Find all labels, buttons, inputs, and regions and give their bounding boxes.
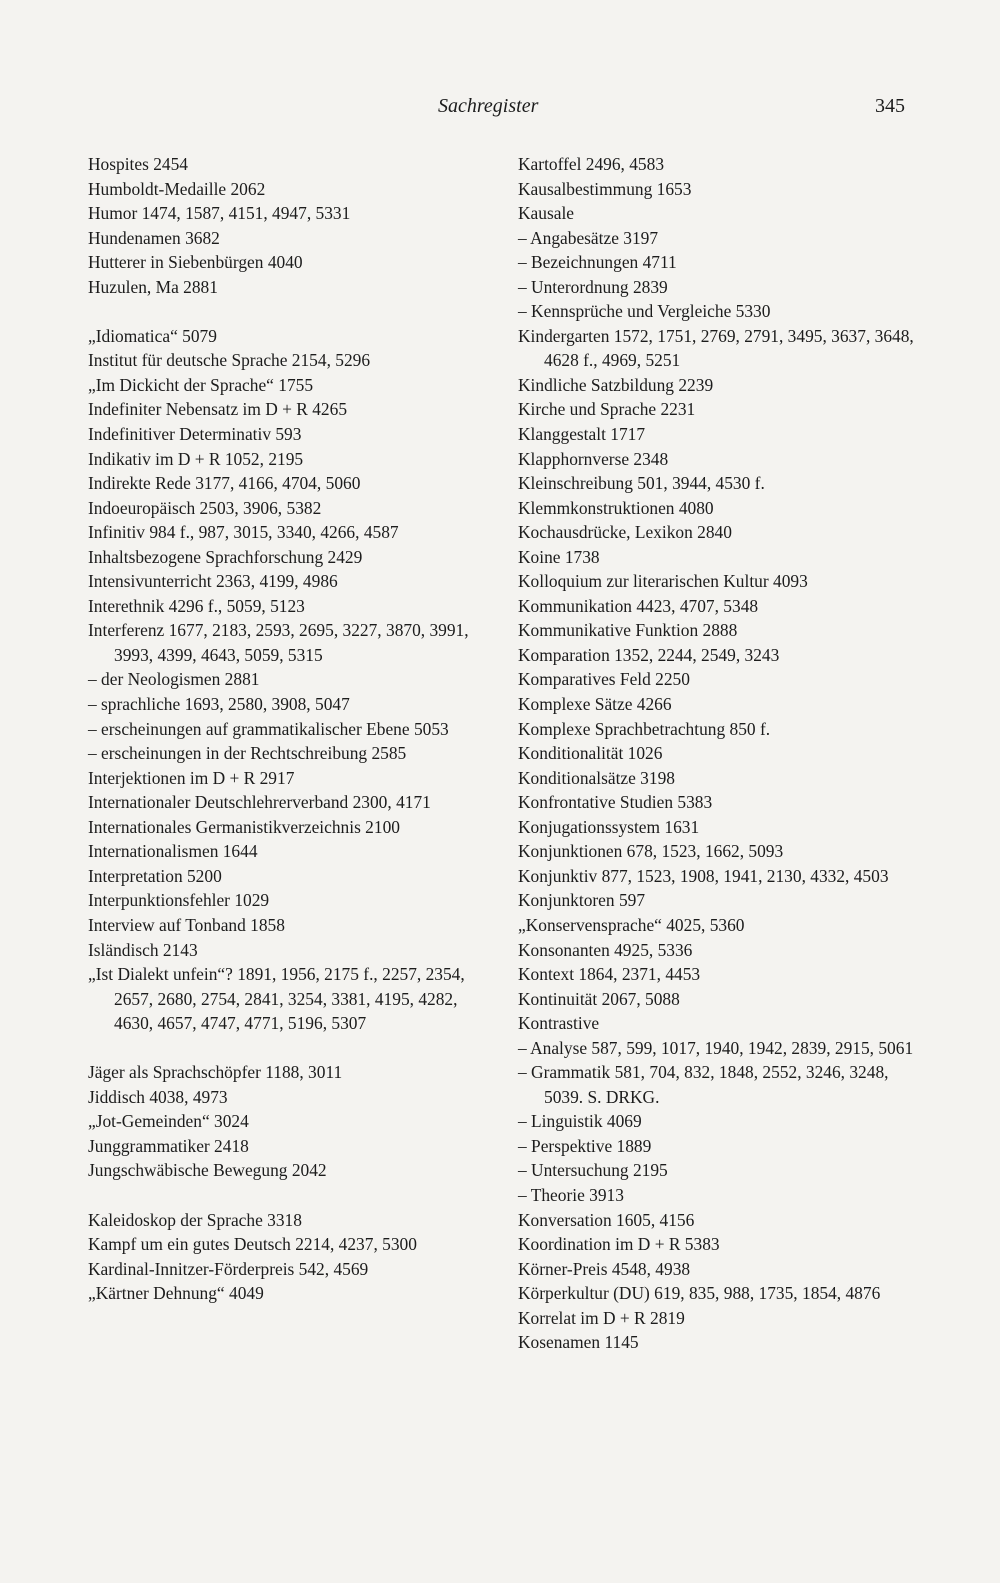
index-entry: Isländisch 2143 [88,939,198,960]
index-entry: Interferenz 1677, 2183, 2593, 2695, 3227, 3870, 3991, 3993, 4399, 4643, 5059, 5315 [88,620,469,665]
index-entry: Jäger als Sprachschöpfer 1188, 3011 [88,1062,343,1083]
index-entry: Inhaltsbezogene Sprachforschung 2429 [88,546,363,567]
index-entry: Jiddisch 4038, 4973 [88,1086,228,1107]
index-entry: „Jot-Gemeinden“ 3024 [88,1111,249,1132]
index-entry: Hospites 2454 [88,154,188,174]
index-subentry: – Linguistik 4069 [518,1111,642,1132]
index-subentry: – Perspektive 1889 [518,1135,652,1156]
index-column-right [518,152,928,1355]
index-entry: Kirche und Sprache 2231 [518,399,696,420]
index-entry: Kausalbestimmung 1653 [518,178,692,199]
index-entry: Kleinschreibung 501, 3944, 4530 f. [518,473,765,494]
index-entry: Interpunktionsfehler 1029 [88,890,270,911]
index-entry: Klemmkonstruktionen 4080 [518,497,714,518]
letter-gap [88,1183,498,1208]
index-entry: Indikativ im D + R 1052, 2195 [88,448,304,469]
index-entry: Humor 1474, 1587, 4151, 4947, 5331 [88,203,351,224]
index-entry: Internationalismen 1644 [88,841,258,862]
index-subentry: – Angabesätze 3197 [518,227,659,248]
index-entry: Intensivunterricht 2363, 4199, 4986 [88,571,338,592]
index-subentry: – erscheinungen auf grammatikalischer Ebene 5053 [88,718,449,739]
index-entry: Kartoffel 2496, 4583 [518,154,665,174]
index-entry: Konjunktionen 678, 1523, 1662, 5093 [518,841,784,862]
index-entry: Komparation 1352, 2244, 2549, 3243 [518,644,780,665]
index-entry: Konversation 1605, 4156 [518,1209,695,1230]
index-entry: Internationaler Deutschlehrerverband 2300, 4171 [88,792,431,813]
index-entry: Kausale [518,203,575,224]
index-subentry: – Analyse 587, 599, 1017, 1940, 1942, 2839, 2915, 5061 [518,1037,914,1058]
index-subentry: – sprachliche 1693, 2580, 3908, 5047 [88,694,350,715]
index-entry: Kontrastive [518,1013,600,1034]
index-entry: Interethnik 4296 f., 5059, 5123 [88,595,305,616]
index-entry: Komplexe Sprachbetrachtung 850 f. [518,718,771,739]
index-entry: Kontext 1864, 2371, 4453 [518,964,701,985]
index-entry: Konjunktoren 597 [518,890,646,911]
index-entry: Klapphornverse 2348 [518,448,669,469]
index-entry: „Idiomatica“ 5079 [88,325,217,346]
index-subentry: – Bezeichnungen 4711 [518,252,677,273]
index-entry: Koordination im D + R 5383 [518,1234,720,1255]
index-entry: Konditionalität 1026 [518,743,663,764]
index-entry: Institut für deutsche Sprache 2154, 5296 [88,350,371,371]
index-entry: Komparatives Feld 2250 [518,669,690,690]
page-number: 345 [875,95,905,117]
index-entry: Interview auf Tonband 1858 [88,914,285,935]
index-entry: Konsonanten 4925, 5336 [518,939,693,960]
index-entry: Indefinitiver Determinativ 593 [88,424,302,445]
index-subentry: – Kennsprüche und Vergleiche 5330 [518,301,771,322]
index-entry: Interjektionen im D + R 2917 [88,767,295,788]
index-entry: Interpretation 5200 [88,865,222,886]
index-entry: Indefiniter Nebensatz im D + R 4265 [88,399,348,420]
index-entry: Konjunktiv 877, 1523, 1908, 1941, 2130, 4332, 4503 [518,865,889,886]
index-entry: Kardinal-Innitzer-Förderpreis 542, 4569 [88,1258,369,1279]
index-subentry: – Untersuchung 2195 [518,1160,668,1181]
index-entry: Kochausdrücke, Lexikon 2840 [518,522,732,543]
index-entry: Körner-Preis 4548, 4938 [518,1258,691,1279]
index-entry: Kontinuität 2067, 5088 [518,988,680,1009]
index-entry: „Konservensprache“ 4025, 5360 [518,914,745,935]
letter-gap [88,1036,498,1061]
index-entry: Kindergarten 1572, 1751, 2769, 2791, 3495, 3637, 3648, 4628 f., 4969, 5251 [518,325,914,371]
index-entry: Kindliche Satzbildung 2239 [518,374,714,395]
index-entry: Kommunikative Funktion 2888 [518,620,738,641]
index-entry: Korrelat im D + R 2819 [518,1307,685,1328]
index-subentry: – Grammatik 581, 704, 832, 1848, 2552, 3246, 3248, 5039. S. DRKG. [518,1062,889,1107]
index-subentry: – erscheinungen in der Rechtschreibung 2585 [88,743,407,764]
index-entry: Kolloquium zur literarischen Kultur 4093 [518,571,808,592]
index-entry: Hutterer in Siebenbürgen 4040 [88,252,303,273]
index-entry: Indoeuropäisch 2503, 3906, 5382 [88,497,322,518]
index-subentry: – der Neologismen 2881 [88,669,260,690]
index-entry: Internationales Germanistikverzeichnis 2100 [88,816,400,837]
index-entry: Konditionalsätze 3198 [518,767,675,788]
index-entry: Humboldt-Medaille 2062 [88,178,266,199]
index-entry: Hundenamen 3682 [88,227,220,248]
index-column-left [88,152,498,1306]
index-entry: Konjugationssystem 1631 [518,816,700,837]
index-entry: Junggrammatiker 2418 [88,1135,249,1156]
index-entry: Kosenamen 1145 [518,1332,639,1353]
index-entry: Konfrontative Studien 5383 [518,792,713,813]
index-entry: „Kärtner Dehnung“ 4049 [88,1283,264,1304]
index-entry: Kommunikation 4423, 4707, 5348 [518,595,759,616]
index-entry: Klanggestalt 1717 [518,424,646,445]
index-entry: Huzulen, Ma 2881 [88,276,218,297]
index-subentry: – Theorie 3913 [518,1184,624,1205]
index-entry: Indirekte Rede 3177, 4166, 4704, 5060 [88,473,361,494]
index-entry: Körperkultur (DU) 619, 835, 988, 1735, 1854, 4876 [518,1283,881,1304]
index-entry: „Im Dickicht der Sprache“ 1755 [88,374,314,395]
letter-gap [88,299,498,324]
running-header-title: Sachregister [438,95,539,117]
index-entry: Kaleidoskop der Sprache 3318 [88,1209,302,1230]
index-entry: „Ist Dialekt unfein“? 1891, 1956, 2175 f., 2257, 2354, 2657, 2680, 2754, 2841, 3254, 3381, 4195, 4282, 4630, 4657, 4747, 4771, 5196, 5307 [88,964,465,1034]
index-entry: Infinitiv 984 f., 987, 3015, 3340, 4266, 4587 [88,522,399,543]
index-entry: Kampf um ein gutes Deutsch 2214, 4237, 5300 [88,1234,417,1255]
index-entry: Jungschwäbische Bewegung 2042 [88,1160,327,1181]
index-entry: Koine 1738 [518,546,600,567]
index-entry: Komplexe Sätze 4266 [518,694,672,715]
index-subentry: – Unterordnung 2839 [518,276,668,297]
